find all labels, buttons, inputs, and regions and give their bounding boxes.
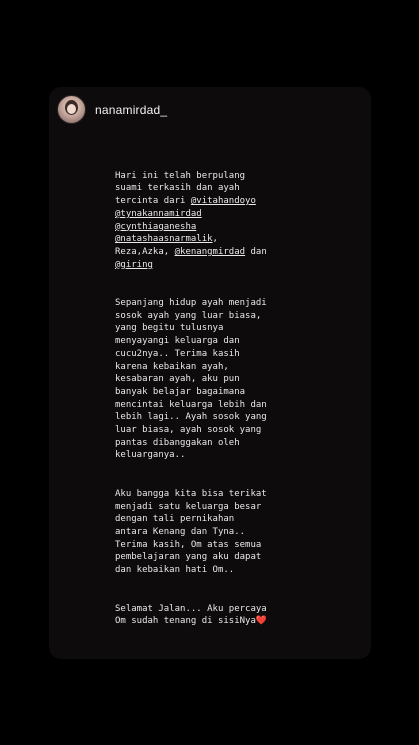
story-text bbox=[115, 157, 360, 654]
heart-icon: ❤️ bbox=[255, 616, 268, 627]
mention-link[interactable]: @natashaasnarmalik bbox=[115, 234, 213, 245]
story-header[interactable] bbox=[57, 95, 167, 124]
avatar[interactable] bbox=[57, 95, 86, 124]
paragraph-2: Sepanjang hidup ayah menjadi sosok ayah yang luar biasa, yang begitu tulusnya menyayangi keluarga dan cucu2nya.. Terima kasih karena kebaikan ayah, kesabaran ayah, aku pun banyak belajar bagaimana mencintai keluarga lebih dan lebih lagi.. Ayah sosok yang luar biasa, ayah sosok yang pantas dibanggakan oleh keluarganya.. bbox=[115, 298, 267, 461]
paragraph-3: Aku bangga kita bisa terikat menjadi satu keluarga besar dengan tali pernikahan antara Kenang dan Tyna.. Terima kasih, Om atas semua pembelajaran yang aku dapat dan kebaikan hati Om.. bbox=[115, 488, 267, 576]
mention-link[interactable]: @vitahandoyo bbox=[190, 196, 256, 207]
mention-link[interactable]: @kenangmirdad bbox=[174, 246, 246, 257]
username[interactable]: nanamirdad_ bbox=[95, 102, 168, 117]
text-segment: Hari ini telah berpulang suami terkasih dan ayah tercinta dari bbox=[115, 170, 246, 207]
paragraph-4 bbox=[115, 603, 360, 628]
text-segment: , Reza,Azka, bbox=[115, 234, 218, 257]
mention-link[interactable]: @tynakannamirdad bbox=[115, 208, 202, 219]
mention-link[interactable]: @cynthiaganesha bbox=[115, 221, 197, 232]
paragraph-1 bbox=[115, 170, 360, 272]
text-segment: dan bbox=[245, 246, 267, 257]
text-segment: Selamat Jalan... Aku percaya Om sudah tenang di sisiNya bbox=[115, 603, 267, 627]
mention-link[interactable]: @giring bbox=[115, 259, 153, 270]
story-card bbox=[49, 87, 371, 659]
